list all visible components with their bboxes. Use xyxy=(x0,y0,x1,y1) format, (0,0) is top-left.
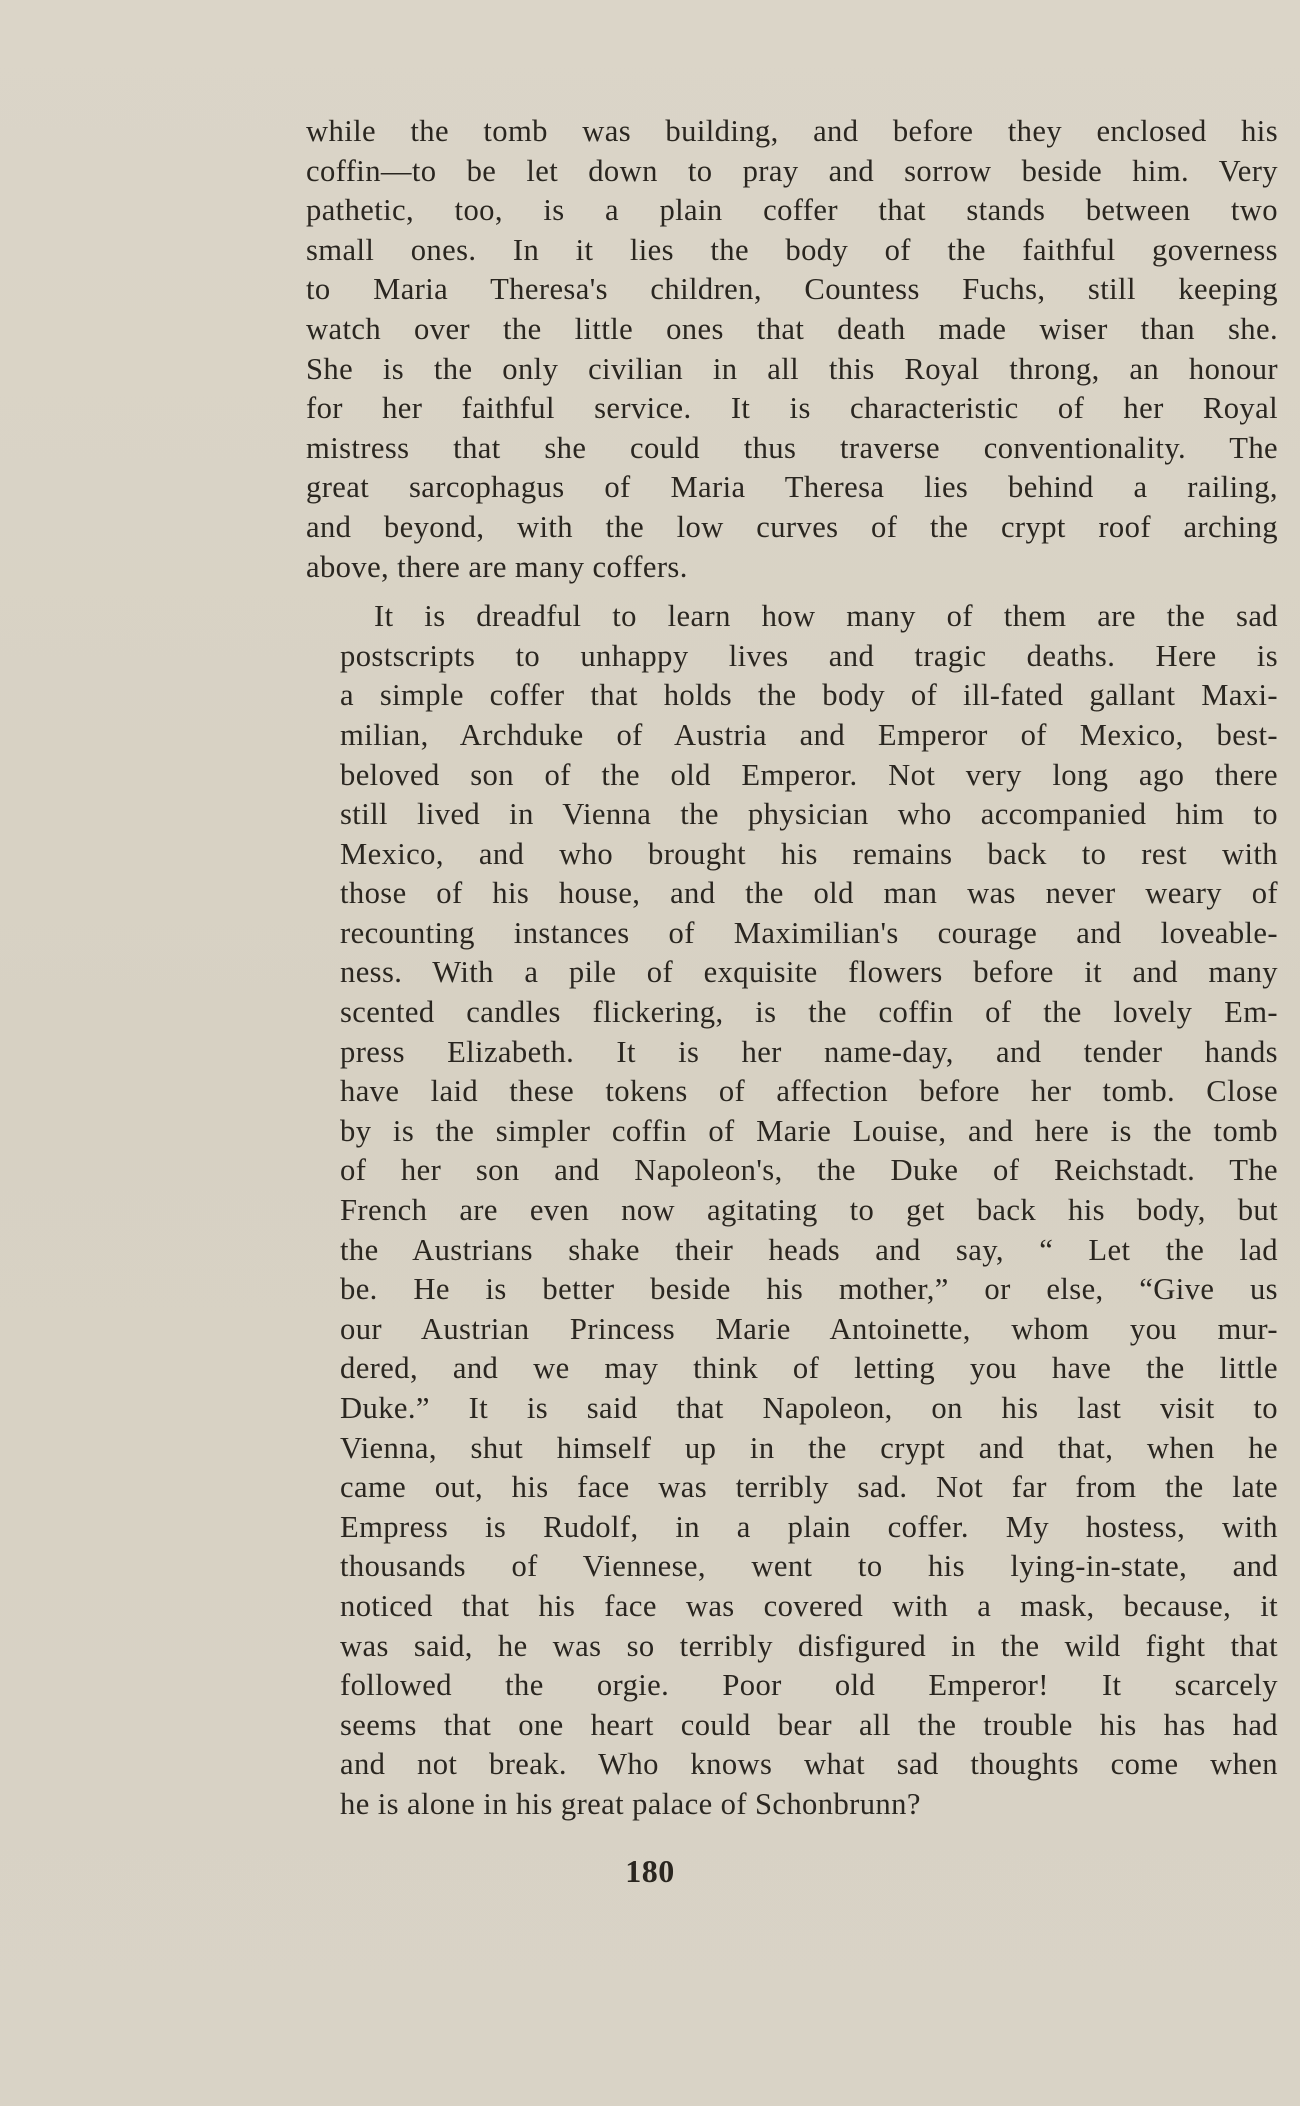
paragraph-1 xyxy=(306,112,1278,587)
text-line: was said, he was so terribly disfigured in the wild fight that xyxy=(340,1628,1278,1663)
text-line: our Austrian Princess Marie Antoinette, whom you mur- xyxy=(340,1311,1278,1346)
text-line: followed the orgie. Poor old Emperor! It scarcely xyxy=(340,1668,1278,1703)
text-line: pathetic, too, is a plain coffer that stands between two xyxy=(306,193,1278,228)
text-line: a simple coffer that holds the body of ill-fated gallant Maxi- xyxy=(340,678,1278,713)
text-line: coffin—to be let down to pray and sorrow beside him. Very xyxy=(306,153,1278,188)
paragraph-2 xyxy=(306,597,1278,1824)
text-line: by is the simpler coffin of Marie Louise, and here is the tomb xyxy=(340,1113,1278,1148)
text-line: he is alone in his great palace of Schonbrunn? xyxy=(340,1786,921,1821)
text-line: ness. With a pile of exquisite flowers before it and many xyxy=(340,955,1278,990)
text-line: while the tomb was building, and before they enclosed his xyxy=(306,114,1278,148)
text-line: scented candles flickering, is the coffin of the lovely Em- xyxy=(340,995,1278,1030)
text-line: thousands of Viennese, went to his lying-in-state, and xyxy=(340,1549,1278,1584)
text-line: dered, and we may think of letting you have the little xyxy=(340,1351,1278,1386)
body-text xyxy=(306,112,1278,1825)
text-line: small ones. In it lies the body of the faithful governess xyxy=(306,232,1278,267)
text-line: seems that one heart could bear all the trouble his has had xyxy=(340,1707,1278,1742)
text-line: Vienna, shut himself up in the crypt and that, when he xyxy=(340,1430,1278,1465)
text-line: of her son and Napoleon's, the Duke of Reichstadt. The xyxy=(340,1153,1278,1188)
text-line: came out, his face was terribly sad. Not far from the late xyxy=(340,1470,1278,1505)
text-line: milian, Archduke of Austria and Emperor of Mexico, best- xyxy=(340,717,1278,752)
text-line: watch over the little ones that death made wiser than she. xyxy=(306,311,1278,346)
text-line: press Elizabeth. It is her name-day, and tender hands xyxy=(340,1034,1278,1069)
text-line: beloved son of the old Emperor. Not very long ago there xyxy=(340,757,1278,792)
text-line: mistress that she could thus traverse conventionality. The xyxy=(306,430,1278,465)
text-line: and not break. Who knows what sad thoughts come when xyxy=(340,1747,1278,1782)
text-line: be. He is better beside his mother,” or else, “Give us xyxy=(340,1272,1278,1307)
text-line: She is the only civilian in all this Royal throng, an honour xyxy=(306,351,1278,386)
text-line: French are even now agitating to get back his body, but xyxy=(340,1193,1278,1228)
text-line: It is dreadful to learn how many of them are the sad xyxy=(374,599,1278,634)
text-line: above, there are many coffers. xyxy=(306,549,688,584)
text-line: noticed that his face was covered with a mask, because, it xyxy=(340,1588,1278,1623)
text-line: those of his house, and the old man was never weary of xyxy=(340,876,1278,911)
text-line: great sarcophagus of Maria Theresa lies behind a railing, xyxy=(306,470,1278,505)
text-line: the Austrians shake their heads and say, “ Let the lad xyxy=(340,1232,1278,1267)
text-line: Duke.” It is said that Napoleon, on his last visit to xyxy=(340,1391,1278,1425)
text-line: have laid these tokens of affection before her tomb. Close xyxy=(340,1074,1278,1109)
page-number: 180 xyxy=(625,1853,675,1889)
text-line: recounting instances of Maximilian's courage and loveable- xyxy=(340,915,1278,950)
text-line: postscripts to unhappy lives and tragic deaths. Here is xyxy=(340,638,1278,673)
text-line: Mexico, and who brought his remains back to rest with xyxy=(340,836,1278,871)
text-line: and beyond, with the low curves of the crypt roof arching xyxy=(306,509,1278,544)
text-line: still lived in Vienna the physician who accompanied him to xyxy=(340,797,1278,832)
text-line: to Maria Theresa's children, Countess Fuchs, still keeping xyxy=(306,272,1278,307)
text-line: for her faithful service. It is characteristic of her Royal xyxy=(306,391,1278,426)
text-line: Empress is Rudolf, in a plain coffer. My hostess, with xyxy=(340,1509,1278,1544)
